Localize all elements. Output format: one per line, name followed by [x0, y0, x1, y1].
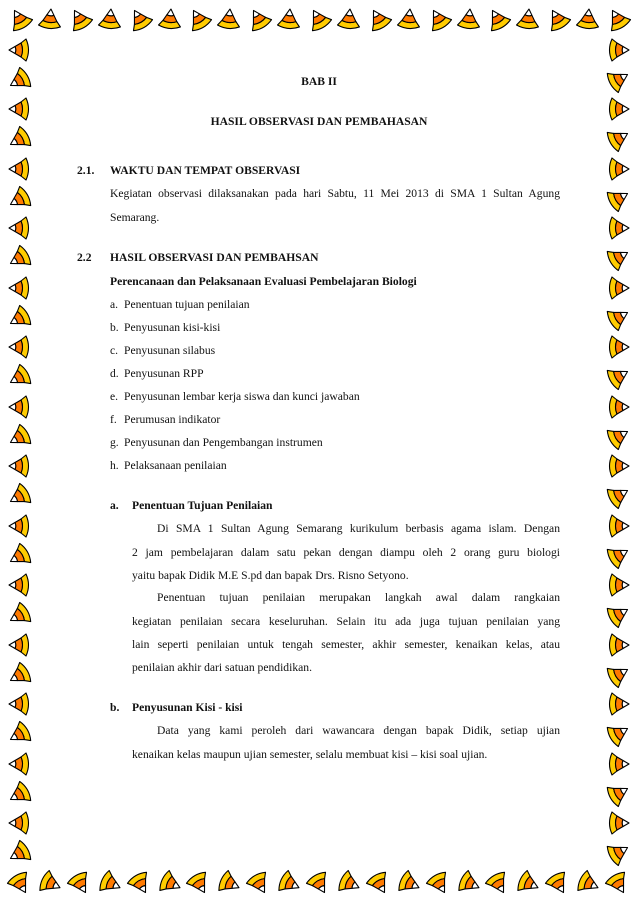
- subsection-heading: Perencanaan dan Pelaksanaan Evaluasi Pembelajaran Biologi: [110, 275, 417, 288]
- list-marker: h.: [110, 459, 119, 472]
- subsection-heading: Penyusunan Kisi - kisi: [132, 701, 243, 714]
- list-item: Penyusunan lembar kerja siswa dan kunci jawaban: [124, 390, 360, 403]
- chapter-title: HASIL OBSERVASI DAN PEMBAHASAN: [210, 115, 428, 128]
- list-marker: a.: [110, 499, 119, 512]
- list-marker: b.: [110, 321, 119, 334]
- section-number: 2.1.: [77, 164, 95, 177]
- chapter-label: BAB II: [301, 75, 337, 88]
- list-item: Perumusan indikator: [124, 413, 221, 426]
- subsection-heading: Penentuan Tujuan Penilaian: [132, 499, 273, 512]
- list-marker: e.: [110, 390, 119, 403]
- list-marker: b.: [110, 701, 120, 714]
- list-item: Penyusunan dan Pengembangan instrumen: [124, 436, 323, 449]
- paragraph-line: yaitu bapak Didik M.E S.pd dan bapak Drs. Risno Setyono.: [132, 569, 409, 582]
- list-marker: d.: [110, 367, 119, 380]
- section-number: 2.2: [77, 251, 92, 264]
- section-heading: HASIL OBSERVASI DAN PEMBAHSAN: [110, 251, 319, 264]
- list-item: Penentuan tujuan penilaian: [124, 298, 250, 311]
- paragraph-line: lain seperti penilaian untuk tengah semester, akhir semester, kenaikan kelas, atau: [132, 638, 560, 651]
- paragraph-line: Kegiatan observasi dilaksanakan pada hari Sabtu, 11 Mei 2013 di SMA 1 Sultan Agung: [110, 187, 560, 200]
- paragraph-line: penilaian akhir dari satuan pendidikan.: [132, 661, 312, 674]
- list-marker: f.: [110, 413, 117, 426]
- paragraph-line: Di SMA 1 Sultan Agung Semarang kurikulum berbasis agama islam. Dengan: [157, 522, 560, 535]
- paragraph-line: Data yang kami peroleh dari wawancara dengan bapak Didik, setiap ujian: [157, 724, 560, 737]
- paragraph-line: 2 jam pembelajaran dalam satu pekan dengan diampu oleh 2 orang guru biologi: [132, 546, 560, 559]
- list-marker: a.: [110, 298, 119, 311]
- list-item: Pelaksanaan penilaian: [124, 459, 227, 472]
- paragraph-line: kenaikan kelas maupun ujian semester, selalu membuat kisi – kisi soal ujian.: [132, 748, 488, 761]
- list-item: Penyusunan RPP: [124, 367, 204, 380]
- list-marker: c.: [110, 344, 119, 357]
- list-item: Penyusunan silabus: [124, 344, 216, 357]
- paragraph-line: Penentuan tujuan penilaian merupakan langkah awal dalam rangkaian: [157, 591, 560, 604]
- list-marker: g.: [110, 436, 119, 449]
- section-heading: WAKTU DAN TEMPAT OBSERVASI: [110, 164, 301, 177]
- list-item: Penyusunan kisi-kisi: [124, 321, 221, 334]
- paragraph-line: Semarang.: [110, 211, 160, 224]
- paragraph-line: kegiatan penilaian secara keseluruhan. Selain itu ada juga tujuan penilaian yang: [132, 615, 560, 628]
